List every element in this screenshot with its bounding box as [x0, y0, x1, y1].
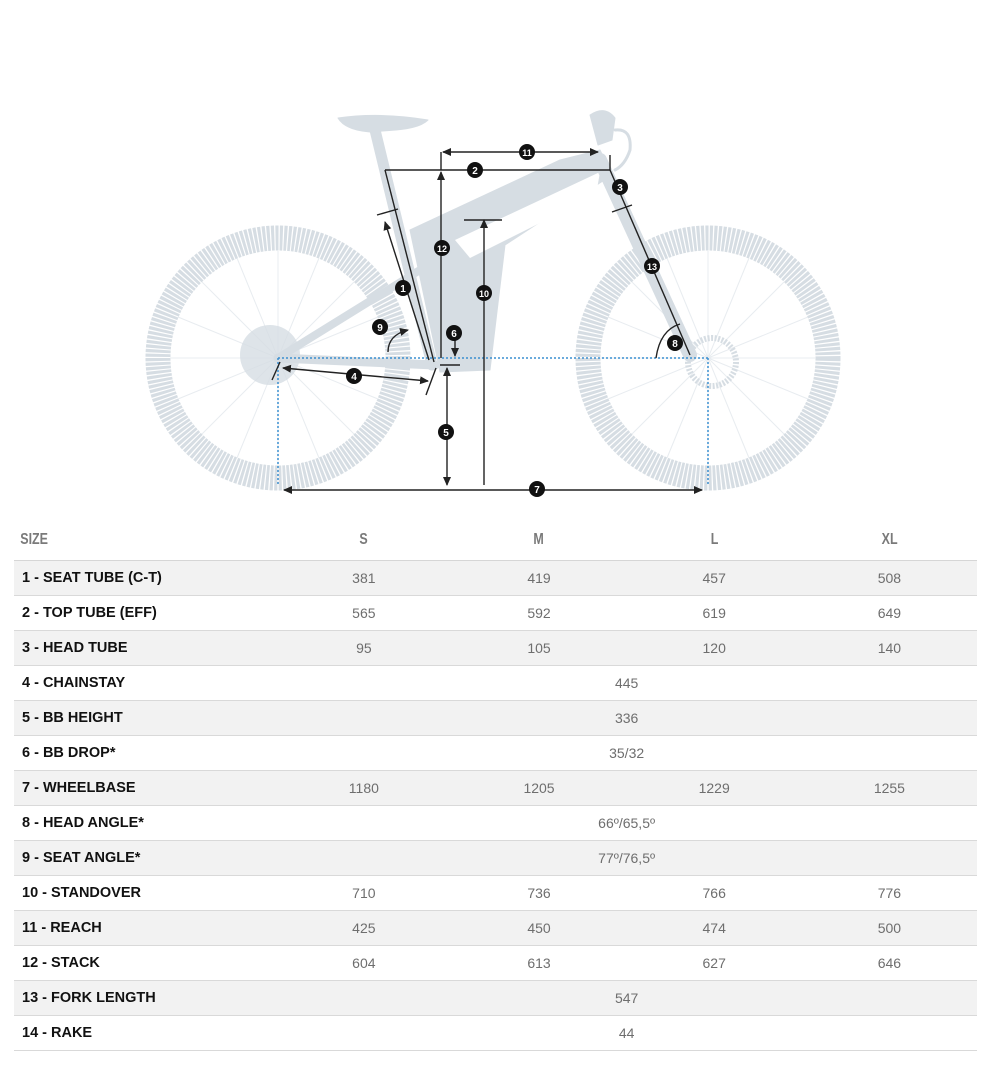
table-row [14, 736, 977, 771]
geometry-table [14, 520, 977, 1051]
row-value: 649 [802, 596, 977, 631]
row-value: 710 [276, 876, 451, 911]
svg-text:13: 13 [646, 262, 658, 272]
table-row [14, 701, 977, 736]
row-label: 12 - STACK [14, 946, 276, 981]
row-value: 95 [276, 631, 451, 666]
row-label: 2 - TOP TUBE (EFF) [14, 596, 276, 631]
marker-12 [434, 240, 450, 256]
row-label: 11 - REACH [14, 911, 276, 946]
row-label: 5 - BB HEIGHT [14, 701, 276, 736]
marker-1 [395, 280, 411, 296]
svg-text:4: 4 [351, 372, 357, 383]
header-size-m: M [471, 520, 608, 561]
row-value: 1255 [802, 771, 977, 806]
row-shared-value: 547 [276, 981, 977, 1016]
marker-8 [667, 335, 683, 351]
row-value: 592 [451, 596, 626, 631]
svg-text:8: 8 [672, 339, 678, 350]
row-label: 4 - CHAINSTAY [14, 666, 276, 701]
row-value: 419 [451, 561, 626, 596]
svg-text:7: 7 [534, 485, 540, 496]
marker-11 [519, 144, 535, 160]
table-row [14, 1016, 977, 1051]
row-label: 3 - HEAD TUBE [14, 631, 276, 666]
svg-text:9: 9 [377, 323, 383, 334]
marker-5 [438, 424, 454, 440]
row-shared-value: 44 [276, 1016, 977, 1051]
row-value: 604 [276, 946, 451, 981]
table-row [14, 666, 977, 701]
marker-3 [612, 179, 628, 195]
row-value: 1205 [451, 771, 626, 806]
row-value: 120 [627, 631, 802, 666]
row-label: 7 - WHEELBASE [14, 771, 276, 806]
marker-9 [372, 319, 388, 335]
table-row [14, 771, 977, 806]
svg-text:12: 12 [436, 244, 448, 254]
row-value: 450 [451, 911, 626, 946]
marker-6 [446, 325, 462, 341]
svg-text:6: 6 [451, 329, 457, 340]
svg-text:1: 1 [400, 284, 406, 295]
row-value: 425 [276, 911, 451, 946]
marker-4 [346, 368, 362, 384]
svg-text:2: 2 [472, 166, 478, 177]
svg-text:5: 5 [443, 428, 449, 439]
row-shared-value: 336 [276, 701, 977, 736]
row-shared-value: 35/32 [276, 736, 977, 771]
row-value: 736 [451, 876, 626, 911]
table-header-row [14, 520, 977, 561]
table-row [14, 841, 977, 876]
bike-geometry-diagram [0, 0, 997, 515]
svg-text:11: 11 [522, 148, 532, 158]
svg-text:3: 3 [617, 183, 623, 194]
row-value: 508 [802, 561, 977, 596]
row-label: 13 - FORK LENGTH [14, 981, 276, 1016]
row-shared-value: 66º/65,5º [276, 806, 977, 841]
row-value: 1180 [276, 771, 451, 806]
row-value: 619 [627, 596, 802, 631]
row-value: 457 [627, 561, 802, 596]
row-value: 500 [802, 911, 977, 946]
row-value: 381 [276, 561, 451, 596]
table-row [14, 911, 977, 946]
svg-text:10: 10 [478, 289, 490, 299]
row-value: 140 [802, 631, 977, 666]
row-value: 646 [802, 946, 977, 981]
table-row [14, 561, 977, 596]
table-body [14, 561, 977, 1051]
row-value: 474 [627, 911, 802, 946]
row-value: 1229 [627, 771, 802, 806]
marker-7 [529, 481, 545, 497]
table-row [14, 946, 977, 981]
row-label: 8 - HEAD ANGLE* [14, 806, 276, 841]
marker-10 [476, 285, 492, 301]
row-value: 565 [276, 596, 451, 631]
table-row [14, 876, 977, 911]
row-value: 766 [627, 876, 802, 911]
marker-13 [644, 258, 660, 274]
row-label: 10 - STANDOVER [14, 876, 276, 911]
row-label: 6 - BB DROP* [14, 736, 276, 771]
table-row [14, 981, 977, 1016]
row-value: 613 [451, 946, 626, 981]
row-value: 776 [802, 876, 977, 911]
row-label: 9 - SEAT ANGLE* [14, 841, 276, 876]
header-size: SIZE [14, 520, 219, 561]
header-size-s: S [296, 520, 433, 561]
row-shared-value: 77º/76,5º [276, 841, 977, 876]
row-shared-value: 445 [276, 666, 977, 701]
table-row [14, 596, 977, 631]
row-value: 627 [627, 946, 802, 981]
header-size-xl: XL [821, 520, 958, 561]
table-row [14, 806, 977, 841]
row-label: 1 - SEAT TUBE (C-T) [14, 561, 276, 596]
row-value: 105 [451, 631, 626, 666]
table-row [14, 631, 977, 666]
row-label: 14 - RAKE [14, 1016, 276, 1051]
marker-2 [467, 162, 483, 178]
header-size-l: L [646, 520, 783, 561]
